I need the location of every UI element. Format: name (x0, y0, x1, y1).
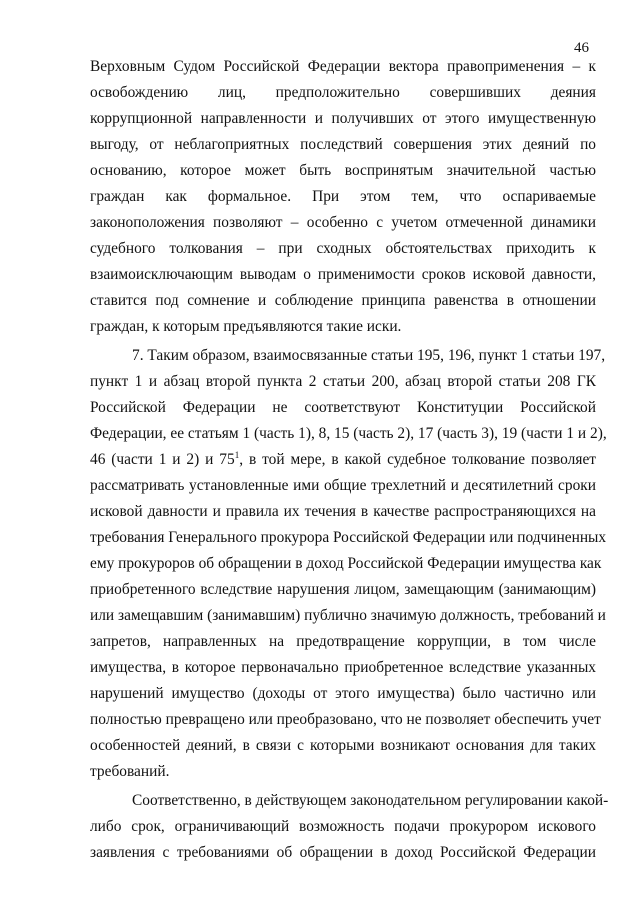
text-line: освобождению лиц, предположительно совершивших деяния (90, 84, 596, 101)
text-line: коррупционной направленности и получивших от этого имущественную (90, 110, 596, 127)
text-line: заявления с требованиями об обращении в доход Российской Федерации (90, 844, 596, 861)
text-line: особенностей деяний, в связи с которыми возникают основания для таких (90, 737, 596, 754)
text-line: 7. Таким образом, взаимосвязанные статьи 195, 196, пункт 1 статьи 197, (132, 347, 606, 364)
page-number: 46 (574, 40, 589, 56)
text-line: законоположения позволяют – особенно с учетом отмеченной динамики (90, 214, 596, 231)
text-line: исковой давности и правила их течения в качестве распространяющихся на (90, 503, 596, 520)
text-line: ему прокуроров об обращении в доход Российской Федерации имущества как (90, 555, 602, 572)
text-line: граждан, к которым предъявляются такие иски. (90, 318, 402, 335)
text-line-with-superscript (90, 449, 596, 471)
text-line: граждан как формальное. При этом тем, что оспариваемые (90, 188, 596, 205)
text-line: или замещавшим (занимавшим) публично значимую должность, требований и (90, 607, 606, 624)
text-line: нарушений имущество (доходы от этого имущества) было частично или (90, 685, 596, 702)
text-line: требования Генерального прокурора Российской Федерации или подчиненных (90, 529, 607, 546)
text-line: имущества, в которое первоначально приобретенное вследствие указанных (90, 659, 596, 676)
text-line: основанию, которое может быть воспринятым значительной частью (90, 162, 596, 179)
text-line: полностью превращено или преобразовано, что не позволяет обеспечить учет (90, 711, 601, 728)
superscript-footnote-mark: 1 (234, 449, 240, 460)
text-line: ставится под сомнение и соблюдение принципа равенства в отношении (90, 292, 596, 309)
text-line: Соответственно, в действующем законодательном регулировании какой- (132, 792, 609, 809)
text-line: запретов, направленных на предотвращение коррупции, в том числе (90, 633, 596, 650)
text-line: выгоду, от неблагоприятных последствий совершения этих деяний по (90, 136, 596, 153)
text-line: либо срок, ограничивающий возможность подачи прокурором искового (90, 818, 596, 835)
text-line: Верховным Судом Российской Федерации вектора правоприменения – к (90, 58, 596, 75)
text-line: приобретенного вследствие нарушения лицом, замещающим (занимающим) (90, 581, 596, 598)
text-line: судебного толкования – при сходных обстоятельствах приходить к (90, 240, 596, 257)
line-head: 46 (части 1 и 2) и 75 (90, 451, 235, 468)
text-line: взаимоисключающим выводам о применимости сроков исковой давности, (90, 266, 596, 283)
text-line: Федерации, ее статьям 1 (часть 1), 8, 15 (часть 2), 17 (часть 3), 19 (части 1 и 2), (90, 425, 607, 442)
text-line: пункт 1 и абзац второй пункта 2 статьи 200, абзац второй статьи 208 ГК (90, 373, 596, 390)
text-line: требований. (90, 763, 170, 780)
line-tail: , в той мере, в какой судебное толкование позволяет (239, 451, 596, 468)
text-line: Российской Федерации не соответствуют Конституции Российской (90, 399, 596, 416)
text-line: рассматривать установленные ими общие трехлетний и десятилетний сроки (90, 477, 596, 494)
